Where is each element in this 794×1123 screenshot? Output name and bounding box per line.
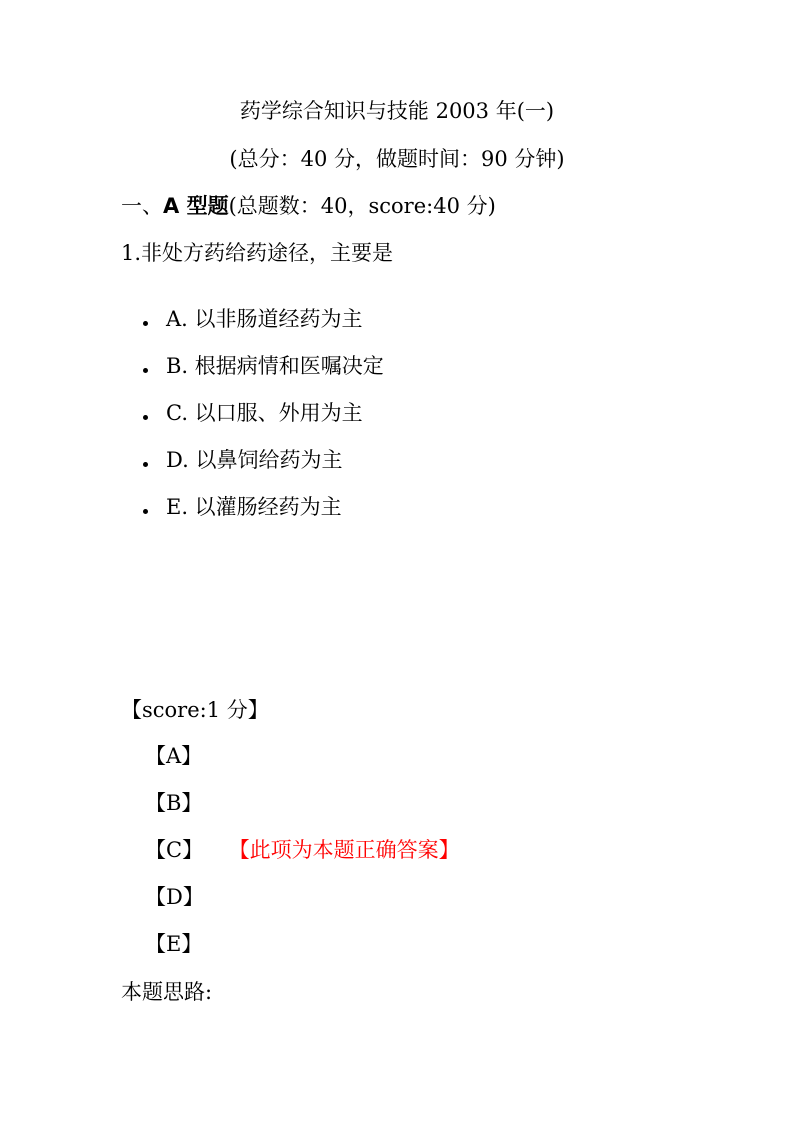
option-text: C. 以口服、外用为主 bbox=[166, 401, 363, 425]
bullet-icon bbox=[143, 368, 148, 373]
score-label: 【score:1 分】 bbox=[121, 698, 269, 722]
answer-label: 【E】 bbox=[145, 932, 203, 956]
document-subtitle: (总分：40 分，做题时间：90 分钟) bbox=[229, 147, 565, 171]
bullet-icon bbox=[143, 321, 148, 326]
option-item bbox=[143, 307, 384, 354]
bullet-icon bbox=[143, 462, 148, 467]
bullet-icon bbox=[143, 509, 148, 514]
answer-item bbox=[145, 793, 460, 840]
bullet-icon bbox=[143, 415, 148, 420]
option-text: B. 根据病情和医嘱决定 bbox=[166, 354, 384, 378]
answer-list bbox=[145, 746, 460, 981]
section-prefix: 一、 bbox=[121, 194, 163, 218]
analysis-label: 本题思路: bbox=[121, 980, 213, 1004]
section-detail: (总题数：40，score:40 分) bbox=[228, 194, 496, 218]
option-item bbox=[143, 354, 384, 401]
section-name: A 型题 bbox=[163, 194, 229, 218]
answer-item bbox=[145, 887, 460, 934]
option-text: A. 以非肠道经药为主 bbox=[166, 307, 363, 331]
answer-label: 【A】 bbox=[145, 744, 203, 768]
section-heading bbox=[121, 196, 496, 217]
question-text: 1.非处方药给药途径，主要是 bbox=[121, 241, 394, 265]
option-item bbox=[143, 495, 384, 542]
option-text: D. 以鼻饲给药为主 bbox=[166, 448, 343, 472]
answer-label: 【B】 bbox=[145, 791, 203, 815]
answer-item bbox=[145, 934, 460, 981]
correct-answer-note: 【此项为本题正确答案】 bbox=[239, 838, 460, 862]
option-item bbox=[143, 448, 384, 495]
answer-label: 【D】 bbox=[145, 885, 204, 909]
option-text: E. 以灌肠经药为主 bbox=[166, 495, 342, 519]
document-title: 药学综合知识与技能 2003 年(一) bbox=[239, 99, 555, 123]
answer-item bbox=[145, 746, 460, 793]
answer-label: 【C】 bbox=[145, 838, 204, 862]
option-list bbox=[143, 307, 384, 542]
option-item bbox=[143, 401, 384, 448]
answer-item bbox=[145, 840, 460, 887]
